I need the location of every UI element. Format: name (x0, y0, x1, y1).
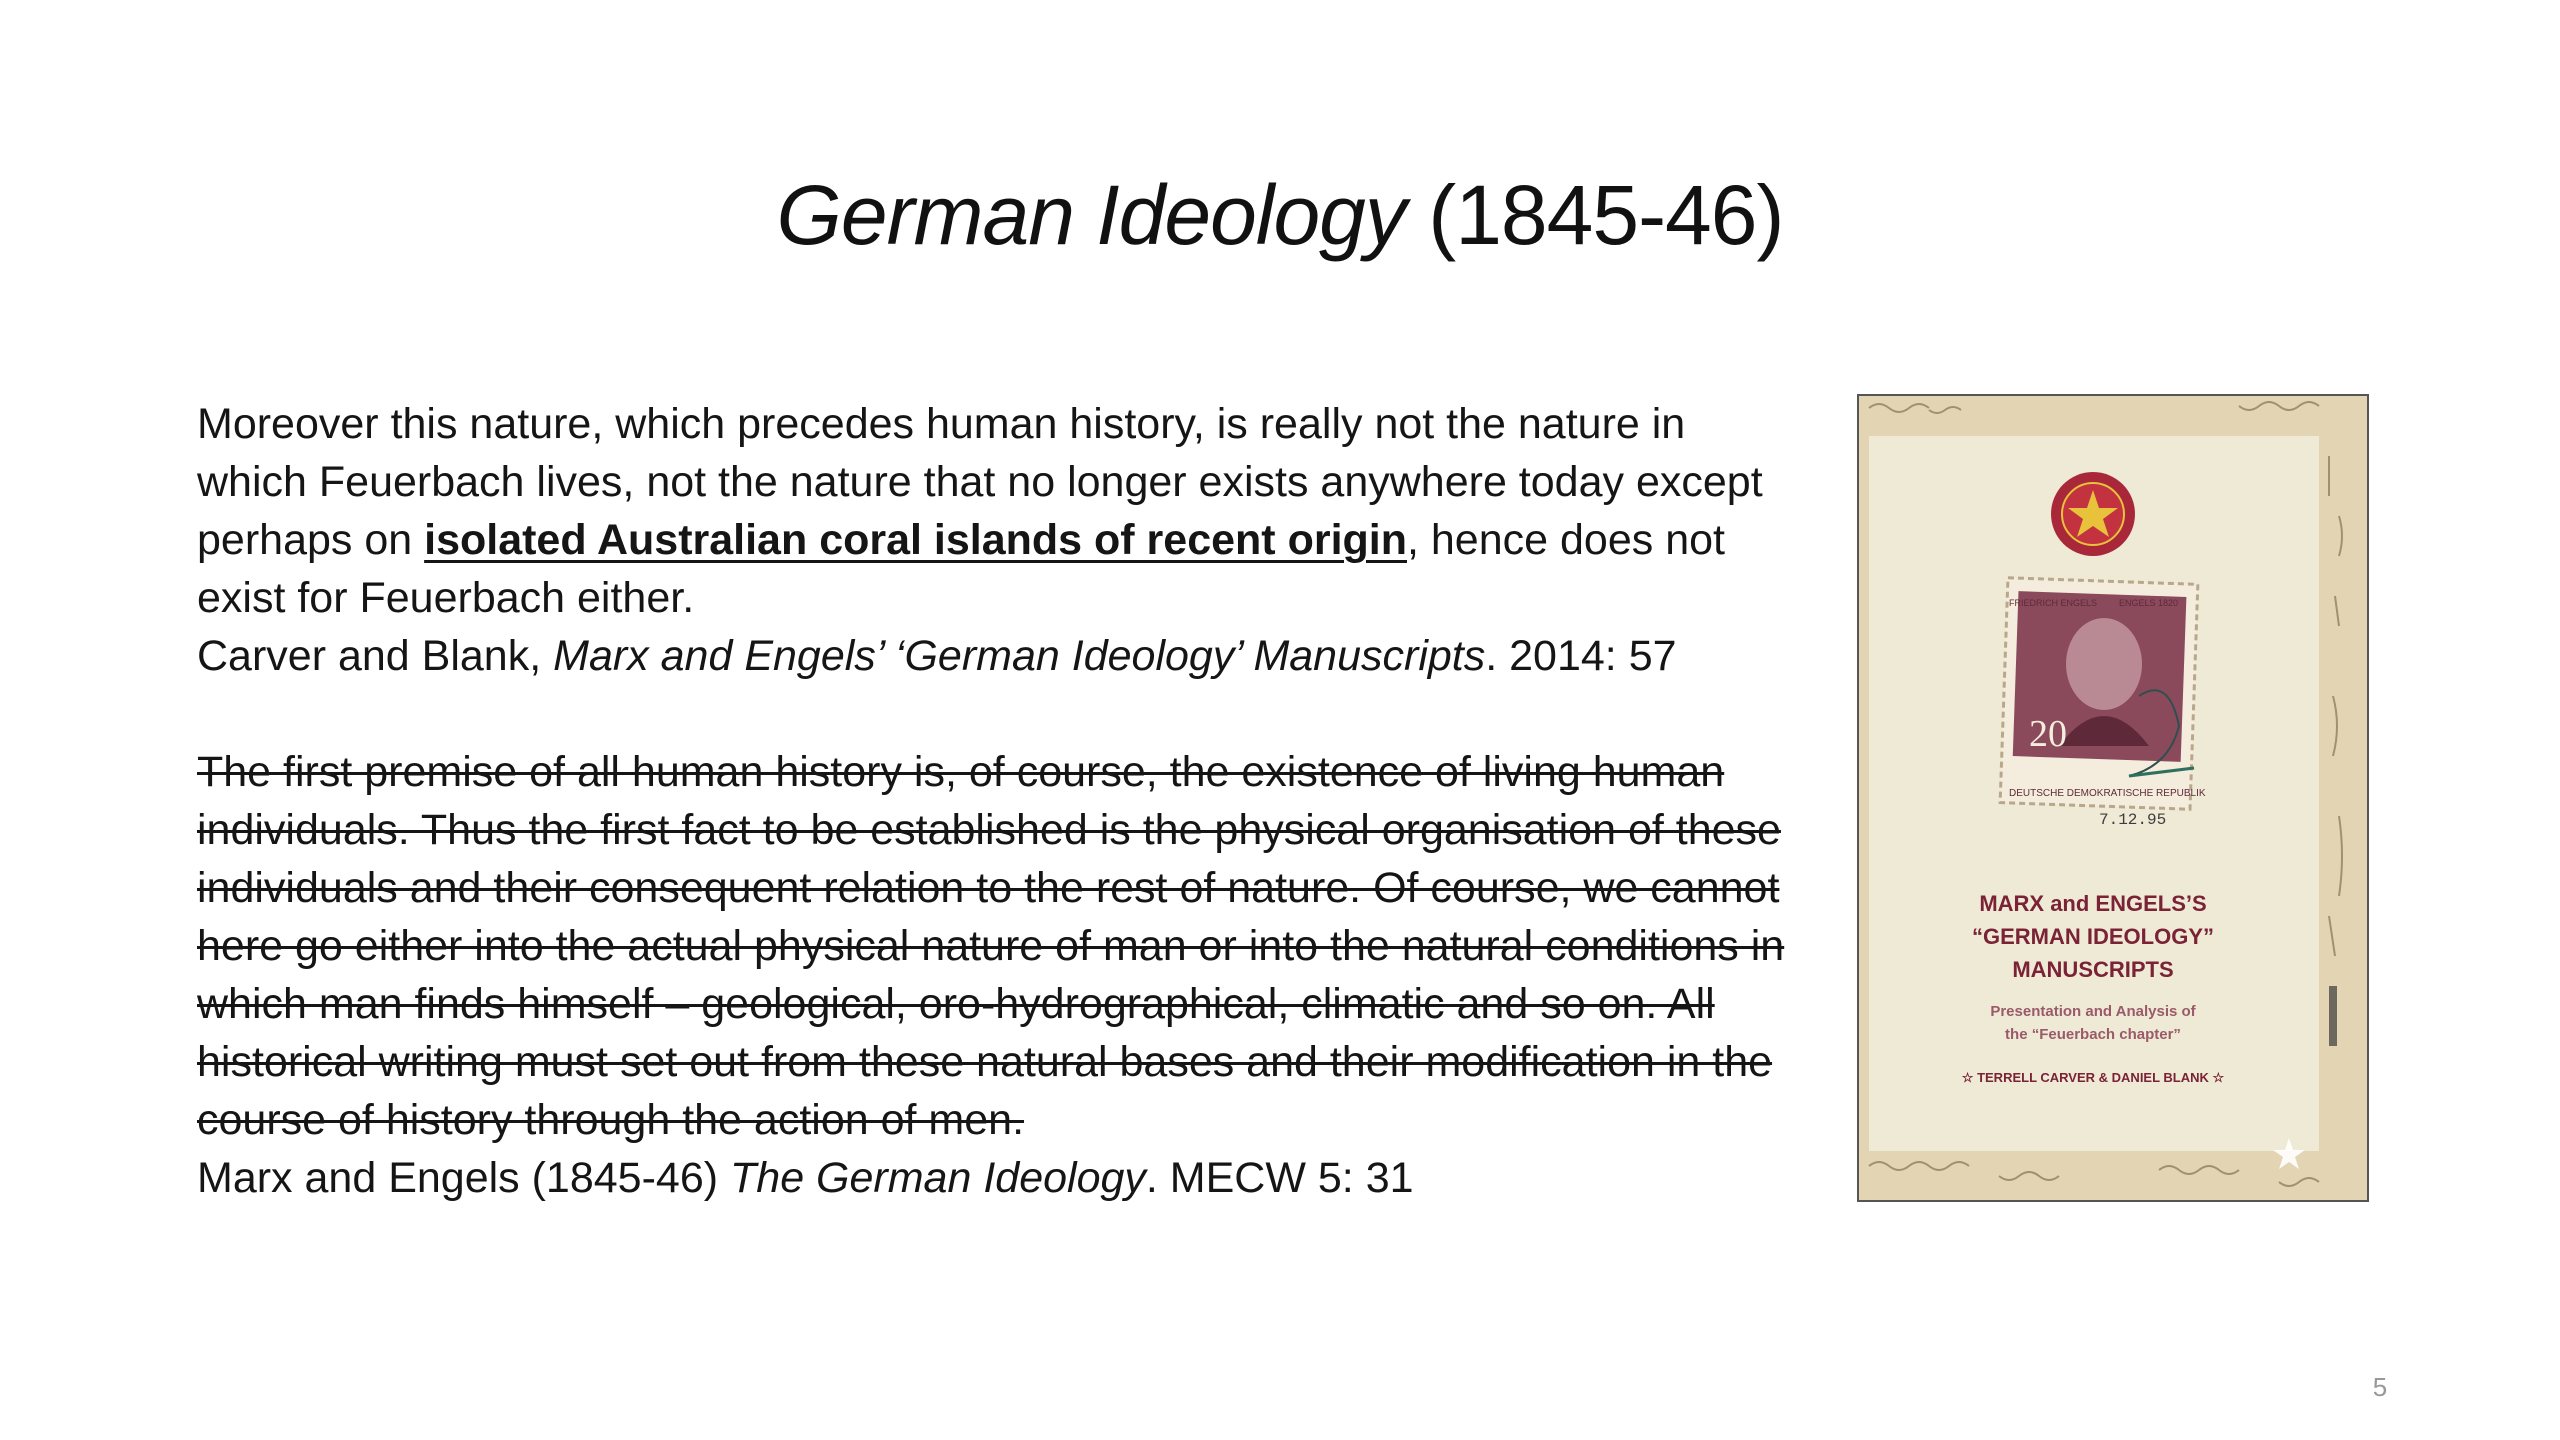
citation1-pre: Carver and Blank, (197, 632, 554, 680)
quote-carver-blank (197, 395, 1797, 627)
book-cover-art (1859, 396, 2367, 1200)
book-title-line1: MARX and ENGELS’S (1979, 891, 2207, 916)
stamp-bottom: DEUTSCHE DEMOKRATISCHE REPUBLIK (2009, 788, 2206, 799)
stamp-top-left: FRIEDRICH ENGELS (2009, 598, 2098, 608)
portrait-face (2066, 618, 2142, 710)
book-subtitle-line1: Presentation and Analysis of (1990, 1003, 2196, 1020)
red-star-seal (2051, 472, 2135, 556)
postmark-date: 7.12.95 (2099, 811, 2167, 829)
stamp-value: 20 (2029, 713, 2067, 755)
citation-carver-blank (197, 627, 1797, 685)
book-title-line2: “GERMAN IDEOLOGY” (1971, 924, 2215, 949)
engels-postage-stamp (2000, 578, 2206, 829)
title-rest: (1845-46) (1405, 168, 1784, 262)
stamp-top-right: ENGELS 1820 (2119, 598, 2179, 608)
quote1-post: , hence does not exist for Feuerbach either. (197, 516, 1725, 622)
quote1-pre: Moreover this nature, which precedes human history, is really not the nature in which Feuerbach lives, not the nature that no longer exists anywhere today except perhaps on (197, 400, 1763, 564)
book-subtitle-line2: the “Feuerbach chapter” (2005, 1026, 2181, 1043)
citation2-pre: Marx and Engels (1845-46) (197, 1154, 731, 1202)
quote1-highlight: isolated Australian coral islands of recent origin (424, 516, 1407, 564)
book-cover-image (1857, 394, 2369, 1202)
book-authors: ☆ TERRELL CARVER & DANIEL BLANK ☆ (1961, 1070, 2225, 1085)
citation1-post: . 2014: 57 (1485, 632, 1677, 680)
body-text (197, 395, 1797, 1207)
title-italic: German Ideology (776, 168, 1406, 262)
citation2-italic: The German Ideology (730, 1154, 1146, 1202)
book-title-line3: MANUSCRIPTS (2012, 957, 2174, 982)
citation1-italic: Marx and Engels’ ‘German Ideology’ Manuscripts (553, 632, 1486, 680)
page-number: 5 (2372, 1372, 2388, 1402)
citation-marx-engels (197, 1149, 1797, 1207)
slide-title (0, 160, 2560, 270)
citation2-post: . MECW 5: 31 (1145, 1154, 1414, 1202)
margin-mark (2329, 986, 2337, 1046)
paragraph-gap (197, 685, 1797, 743)
quote-struck-through: The first premise of all human history is, of course, the existence of living human individuals. Thus the first fact to be established is the physical organisation of these individuals and their consequent relation to the rest of nature. Of course, we cannot here go either into the actual physical nature of man or into the natural conditions in which man finds himself – geological, oro-hydrographical, climatic and so on. All historical writing must set out from these natural bases and their modification in the course of history through the action of men. (197, 748, 1785, 1144)
